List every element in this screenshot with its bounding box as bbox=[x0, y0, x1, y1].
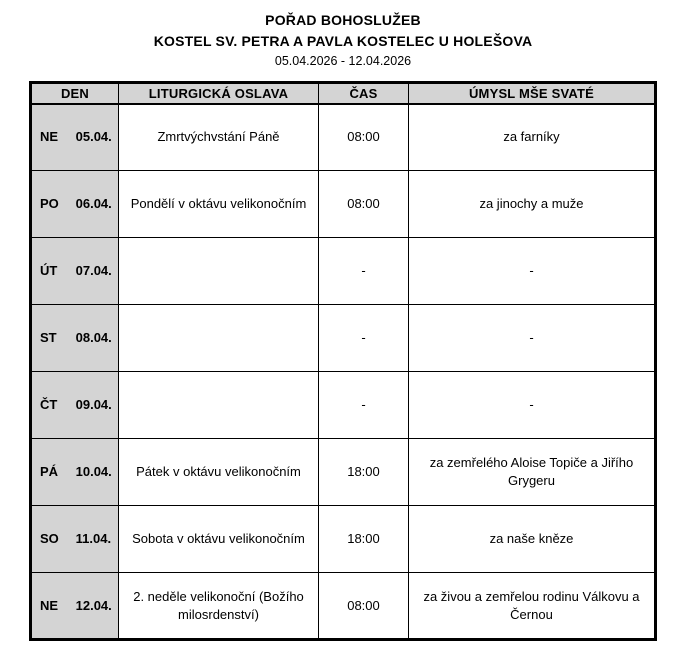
day-abbrev: NE bbox=[40, 129, 59, 145]
table-row bbox=[31, 372, 656, 439]
day-cell bbox=[31, 506, 119, 573]
table-row bbox=[31, 238, 656, 305]
intention-cell: za živou a zemřelou rodinu Válkovu a Černou bbox=[409, 573, 656, 640]
celebration-cell bbox=[119, 238, 319, 305]
day-abbrev: PÁ bbox=[40, 464, 59, 480]
day-abbrev: SO bbox=[40, 531, 59, 547]
day-date: 08.04. bbox=[75, 330, 112, 346]
day-abbrev: ÚT bbox=[40, 263, 58, 279]
time-cell: - bbox=[319, 238, 409, 305]
intention-cell: - bbox=[409, 372, 656, 439]
intention-cell: - bbox=[409, 238, 656, 305]
day-date: 06.04. bbox=[75, 196, 112, 212]
table-header-row bbox=[31, 83, 656, 104]
time-cell: 08:00 bbox=[319, 104, 409, 171]
time-cell: 18:00 bbox=[319, 439, 409, 506]
day-abbrev: NE bbox=[40, 597, 59, 613]
day-date: 09.04. bbox=[75, 397, 112, 413]
time-cell: 08:00 bbox=[319, 171, 409, 238]
church-name: KOSTEL SV. PETRA A PAVLA KOSTELEC U HOLEŠOVA bbox=[153, 33, 533, 49]
celebration-cell: 2. neděle velikonoční (Božího milosrdenství) bbox=[119, 573, 319, 640]
time-cell: 18:00 bbox=[319, 506, 409, 573]
day-date: 12.04. bbox=[75, 597, 112, 613]
day-cell bbox=[31, 238, 119, 305]
day-abbrev: ST bbox=[40, 330, 57, 346]
column-header-liturgicka-oslava: LITURGICKÁ OSLAVA bbox=[119, 83, 319, 104]
celebration-cell: Zmrtvýchvstání Páně bbox=[119, 104, 319, 171]
column-header-umysl: ÚMYSL MŠE SVATÉ bbox=[409, 83, 656, 104]
day-cell bbox=[31, 171, 119, 238]
table-row bbox=[31, 104, 656, 171]
table-row bbox=[31, 506, 656, 573]
time-cell: 08:00 bbox=[319, 573, 409, 640]
celebration-cell bbox=[119, 372, 319, 439]
document-header bbox=[0, 12, 686, 68]
intention-cell: za zemřelého Aloise Topiče a Jiřího Grygeru bbox=[409, 439, 656, 506]
day-cell bbox=[31, 439, 119, 506]
column-header-cas: ČAS bbox=[319, 83, 409, 104]
day-date: 11.04. bbox=[75, 531, 112, 547]
day-cell bbox=[31, 104, 119, 171]
day-abbrev: ČT bbox=[40, 397, 58, 413]
day-cell bbox=[31, 372, 119, 439]
date-range: 05.04.2026 - 12.04.2026 bbox=[274, 54, 412, 68]
column-header-den: DEN bbox=[31, 83, 119, 104]
intention-cell: - bbox=[409, 305, 656, 372]
intention-cell: za naše kněze bbox=[409, 506, 656, 573]
mass-schedule-table bbox=[29, 81, 657, 641]
time-cell: - bbox=[319, 305, 409, 372]
celebration-cell: Pondělí v oktávu velikonočním bbox=[119, 171, 319, 238]
day-date: 05.04. bbox=[75, 129, 112, 145]
celebration-cell: Sobota v oktávu velikonočním bbox=[119, 506, 319, 573]
day-date: 10.04. bbox=[75, 464, 112, 480]
celebration-cell: Pátek v oktávu velikonočním bbox=[119, 439, 319, 506]
table-row bbox=[31, 573, 656, 640]
celebration-cell bbox=[119, 305, 319, 372]
day-abbrev: PO bbox=[40, 196, 59, 212]
table-row bbox=[31, 305, 656, 372]
table-row bbox=[31, 171, 656, 238]
intention-cell: za jinochy a muže bbox=[409, 171, 656, 238]
intention-cell: za farníky bbox=[409, 104, 656, 171]
day-cell bbox=[31, 573, 119, 640]
document-title: POŘAD BOHOSLUŽEB bbox=[265, 12, 421, 28]
table-row bbox=[31, 439, 656, 506]
day-cell bbox=[31, 305, 119, 372]
time-cell: - bbox=[319, 372, 409, 439]
day-date: 07.04. bbox=[75, 263, 112, 279]
table-body bbox=[31, 104, 656, 640]
